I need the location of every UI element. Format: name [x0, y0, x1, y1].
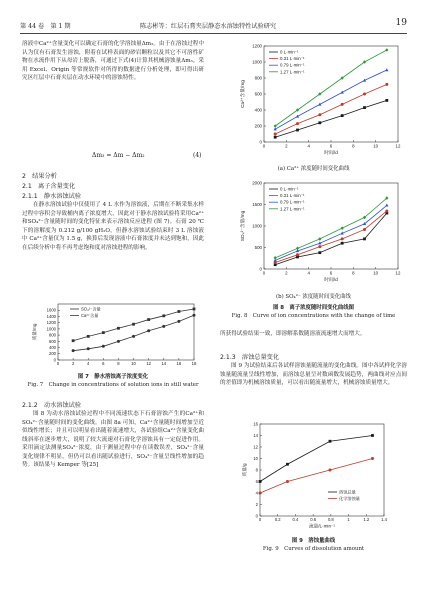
data-point	[371, 457, 374, 460]
x-tick-label: 12	[146, 361, 152, 367]
data-point	[193, 314, 196, 317]
y-tick-label: 0	[53, 357, 56, 363]
x-tick-label: 6	[102, 361, 105, 367]
legend-label: SO₄²⁻含量	[81, 306, 101, 312]
y-tick-label: 1400	[46, 313, 56, 319]
series-line	[275, 84, 387, 134]
figure-8a-subcaption: (a) Ca²⁺ 浓度随时间变化曲线	[277, 166, 350, 172]
section-2-1-heading: 2.1 离子含量变化	[22, 183, 76, 190]
data-point	[296, 122, 299, 125]
y-axis-label: 质量/g	[242, 463, 247, 477]
data-point	[371, 434, 374, 437]
x-tick-label: 12	[395, 270, 401, 276]
y-tick-label: 6	[255, 478, 258, 484]
data-point	[385, 99, 388, 102]
y-tick-label: 1600	[46, 307, 56, 313]
y-tick-label: 1200	[252, 43, 262, 49]
x-tick-label: 10	[131, 361, 136, 367]
y-tick-label: 800	[49, 332, 56, 338]
x-tick-label: 6	[329, 270, 333, 276]
figure-9-caption-en: Fig. 9 Curves of dissolution amount	[262, 546, 365, 552]
header-rule	[20, 33, 407, 34]
figure-8b-subcaption: (b) SO₄²⁻ 浓度随时间变化曲线	[276, 294, 351, 300]
data-point	[72, 339, 75, 342]
paragraph-2-1-3: 图 9 为试验结束后各试样溶蚀量随流量的变化曲线。图中各试样化学溶蚀量随流量呈线性增加，而溶蚀总量呈对数函数发展趋势，两曲线对应点间的差值即为机械溶蚀质量，可以看出随流量增大，机械溶蚀质量增大。	[220, 363, 407, 387]
x-tick-label: 8	[117, 361, 120, 367]
y-tick-label: 0	[255, 513, 258, 519]
x-tick-label: 0	[262, 143, 266, 149]
data-point	[147, 329, 150, 332]
y-axis-label: Ca²⁺含量/mg	[241, 80, 246, 108]
y-tick-label: 1000	[252, 59, 262, 65]
x-tick-label: 4	[87, 361, 90, 367]
data-point	[341, 242, 344, 245]
paragraph-2-1-2: 图 8 为动水溶蚀试验过程中不同流速状态下石膏溶蚀产生的Ca²⁺和SO₄²⁻含量随时间的变化曲线。由图 8a 可知，Ca²⁺含量随时间增加呈近似线性增长；并且可以明显看出随着流速增大，各试验组Ca²⁺含量变化曲线斜率在逐步增大，说明了较大流速对石膏化学溶蚀具有一定促进作用。采用滴定法测量SO₄²⁻浓度，由于测量过程中存在读数误差，SO₄²⁻含量变化规律不明显，但仍可以看出随试验进行，SO₄²⁻含量呈线性增加的趋势。该结果与 Kemper 等[25]	[22, 411, 204, 469]
x-tick-label: 1	[347, 517, 350, 523]
running-header	[20, 18, 407, 32]
x-tick-label: 1.2	[363, 517, 370, 523]
data-point	[341, 114, 344, 117]
data-point	[363, 106, 366, 109]
legend-label: 1.27 L·min⁻¹	[280, 206, 305, 212]
data-point	[341, 103, 344, 106]
paragraph-continued: 所获得试验结果一致，即溶解系数随溶液流速增大而增大。	[220, 331, 366, 337]
data-point	[274, 133, 277, 136]
y-tick-label: 0	[259, 266, 262, 272]
equation-4: Δm₃ = Δm − Δm₂	[92, 152, 145, 159]
data-point	[385, 68, 388, 71]
page-number: 19	[395, 18, 407, 28]
y-tick-label: 200	[49, 351, 56, 357]
x-tick-label: 0.6	[310, 517, 317, 523]
data-point	[177, 320, 180, 323]
data-point	[318, 251, 321, 254]
x-tick-label: 0	[56, 361, 60, 367]
y-tick-label: 8	[255, 467, 258, 473]
legend-label: 0 L·min⁻¹	[280, 49, 299, 55]
series-line	[275, 70, 387, 129]
section-2-1-3-heading: 2.1.3 溶蚀总量变化	[220, 354, 280, 361]
x-tick-label: 10	[373, 270, 379, 276]
data-point	[385, 204, 388, 207]
y-tick-label: 10	[253, 455, 258, 461]
y-tick-label: 1000	[252, 223, 262, 229]
section-2-heading: 2 结果分析	[22, 173, 57, 180]
data-point	[87, 335, 90, 338]
y-tick-label: 1500	[252, 202, 262, 208]
y-tick-label: 1200	[46, 320, 56, 326]
figure-9-chart	[240, 420, 390, 535]
y-tick-label: 600	[254, 91, 262, 97]
x-tick-label: 2	[285, 143, 288, 149]
data-point	[385, 209, 388, 212]
data-point	[102, 331, 105, 334]
x-axis-label: 时间/d	[324, 150, 338, 156]
data-point	[259, 480, 262, 483]
data-point	[296, 253, 299, 256]
y-tick-label: 2000	[252, 180, 262, 186]
data-point	[102, 345, 105, 348]
data-point	[318, 237, 321, 241]
legend-label: 0.79 L·min⁻¹	[280, 199, 305, 205]
running-title: 陈志彬等：红层石膏夹层静态水溶蚀特性试验研究	[140, 23, 277, 30]
data-point	[286, 463, 289, 466]
x-tick-label: 1.4	[381, 517, 387, 523]
data-point	[87, 347, 90, 350]
data-point	[363, 238, 366, 241]
legend-label: 0.31 L·min⁻¹	[280, 193, 305, 199]
data-point	[162, 314, 165, 317]
data-point	[363, 228, 366, 231]
figure-7-chart	[28, 300, 200, 372]
series-line	[260, 436, 372, 482]
y-tick-label: 12	[253, 444, 258, 450]
data-point	[193, 308, 196, 311]
data-point	[318, 245, 321, 248]
data-point	[328, 469, 331, 472]
x-tick-label: 2	[285, 270, 288, 276]
y-tick-label: 0	[259, 139, 262, 145]
y-tick-label: 16	[253, 421, 258, 427]
y-axis-label: SO₄²⁻含量/mg	[241, 210, 246, 242]
y-tick-label: 1000	[46, 326, 56, 332]
x-tick-label: 10	[373, 143, 379, 149]
data-point	[286, 480, 289, 483]
series-line	[275, 211, 387, 263]
data-point	[117, 327, 120, 330]
data-point	[274, 256, 277, 260]
data-point	[147, 318, 150, 321]
y-tick-label: 600	[49, 338, 56, 344]
legend-label: 0 L·min⁻¹	[280, 186, 299, 192]
data-point	[385, 83, 388, 86]
legend-label: Ca²⁺含量	[81, 312, 99, 318]
data-point	[72, 349, 75, 352]
section-2-1-1-heading: 2.1.1 静水溶蚀试验	[22, 193, 82, 200]
journal-volume: 第 44 卷 第 1 期	[20, 23, 71, 30]
x-tick-label: 0	[258, 517, 262, 523]
legend-label: 1.27 L·min⁻¹	[280, 69, 305, 75]
figure-8-caption-cn: 图 8 离子浓度随时间变化曲线图	[272, 305, 355, 311]
legend-label: 0.31 L·min⁻¹	[280, 56, 305, 62]
x-tick-label: 8	[352, 270, 355, 276]
x-tick-label: 12	[395, 143, 401, 149]
paragraph-intro: 溶液中Ca²⁺含量变化可以确定石膏的化学溶蚀量Δm₂。由于在溶蚀过程中认为仅有石膏发生溶蚀，附着在试样表面的砂岩颗粒以及其它不可溶性矿物在水流作用下从母岩上脱落，可通过下式(4)计算其机械溶蚀量Δm₃。采用 Excel、Origin 等常规软件对所得的数据进行分析处理，即可得出研究区红层中石膏夹层在动水环境中的溶蚀特性。	[22, 41, 204, 82]
figure-9-caption-cn: 图 9 溶蚀量曲线	[291, 538, 336, 544]
figure-8b-chart	[238, 177, 403, 292]
data-point	[296, 247, 299, 251]
figure-7-caption-en: Fig. 7 Change in concentrations of solution ions in still water	[27, 382, 199, 388]
data-point	[385, 48, 388, 52]
data-point	[132, 335, 135, 338]
data-point	[329, 440, 332, 443]
data-point	[341, 237, 344, 240]
data-point	[363, 93, 366, 96]
x-tick-label: 16	[176, 361, 182, 367]
y-tick-label: 400	[254, 107, 262, 113]
paragraph-2-1-1: 在静水溶蚀试验中仅使用了 4 L 水作为溶蚀液，后期在不断采集水样过程中容积会导致桶内离子浓度增大，因此对于静水溶蚀试验将采用Ca²⁺和SO₄²⁻含量随时间的变化特征来表示溶蚀反应进程 (图 7)。石膏 20 ℃ 下的溶解度为 0.212 g/100 gH₂O，但静水溶蚀试验结束时 3 L 溶蚀液中 Ca²⁺含量仅为 1.5 g，换算后发现溶液中石膏浓度并未达到饱和，因此在后续分析中将不再考虑饱和度对溶蚀进程的影响。	[22, 202, 204, 251]
legend-label: 化学溶蚀量	[339, 495, 360, 501]
x-tick-label: 0.2	[274, 517, 281, 523]
y-tick-label: 200	[254, 123, 262, 129]
y-tick-label: 14	[253, 432, 258, 438]
series-line	[275, 50, 387, 126]
plot-frame	[58, 304, 194, 360]
section-2-1-2-heading: 2.1.2 动水溶蚀试验	[22, 402, 82, 409]
figure-7-caption-cn: 图 7 静水溶蚀离子浓度变化	[77, 374, 149, 380]
legend-label: 溶蚀总量	[339, 489, 356, 495]
figure-8-caption-en: Fig. 8 Curve of ion concentrations with the change of time	[231, 313, 396, 319]
x-tick-label: 18	[191, 361, 197, 367]
x-tick-label: 4	[307, 143, 310, 149]
y-tick-label: 800	[254, 75, 262, 81]
series-line	[73, 315, 194, 350]
data-point	[296, 129, 299, 132]
series-line	[275, 100, 387, 137]
data-point	[132, 323, 135, 326]
data-point	[162, 325, 165, 328]
y-axis-label: 质量/mg	[32, 323, 37, 341]
x-tick-label: 6	[329, 143, 333, 149]
legend-label: 0.79 L·min⁻¹	[280, 62, 305, 68]
x-tick-label: 4	[307, 270, 310, 276]
y-tick-label: 4	[255, 490, 258, 496]
x-tick-label: 14	[161, 361, 167, 367]
y-tick-label: 2	[255, 501, 258, 507]
x-tick-label: 8	[352, 143, 355, 149]
y-tick-label: 500	[254, 245, 262, 251]
x-tick-label: 2	[71, 361, 75, 367]
x-tick-label: 0	[262, 270, 266, 276]
x-tick-label: 0.4	[292, 517, 299, 523]
data-point	[318, 121, 321, 124]
x-axis-label: 时间/d	[324, 277, 338, 283]
figure-8a-chart	[238, 40, 403, 165]
x-tick-label: 0.8	[327, 517, 334, 523]
y-tick-label: 400	[49, 345, 56, 351]
series-line	[260, 459, 372, 494]
data-point	[341, 226, 344, 230]
equation-number: (4)	[193, 152, 202, 159]
x-axis-label: 流量/L·min⁻¹	[309, 523, 335, 529]
data-point	[259, 492, 262, 495]
data-point	[318, 113, 321, 116]
data-point	[177, 310, 180, 313]
data-point	[274, 136, 277, 139]
data-point	[117, 340, 120, 343]
